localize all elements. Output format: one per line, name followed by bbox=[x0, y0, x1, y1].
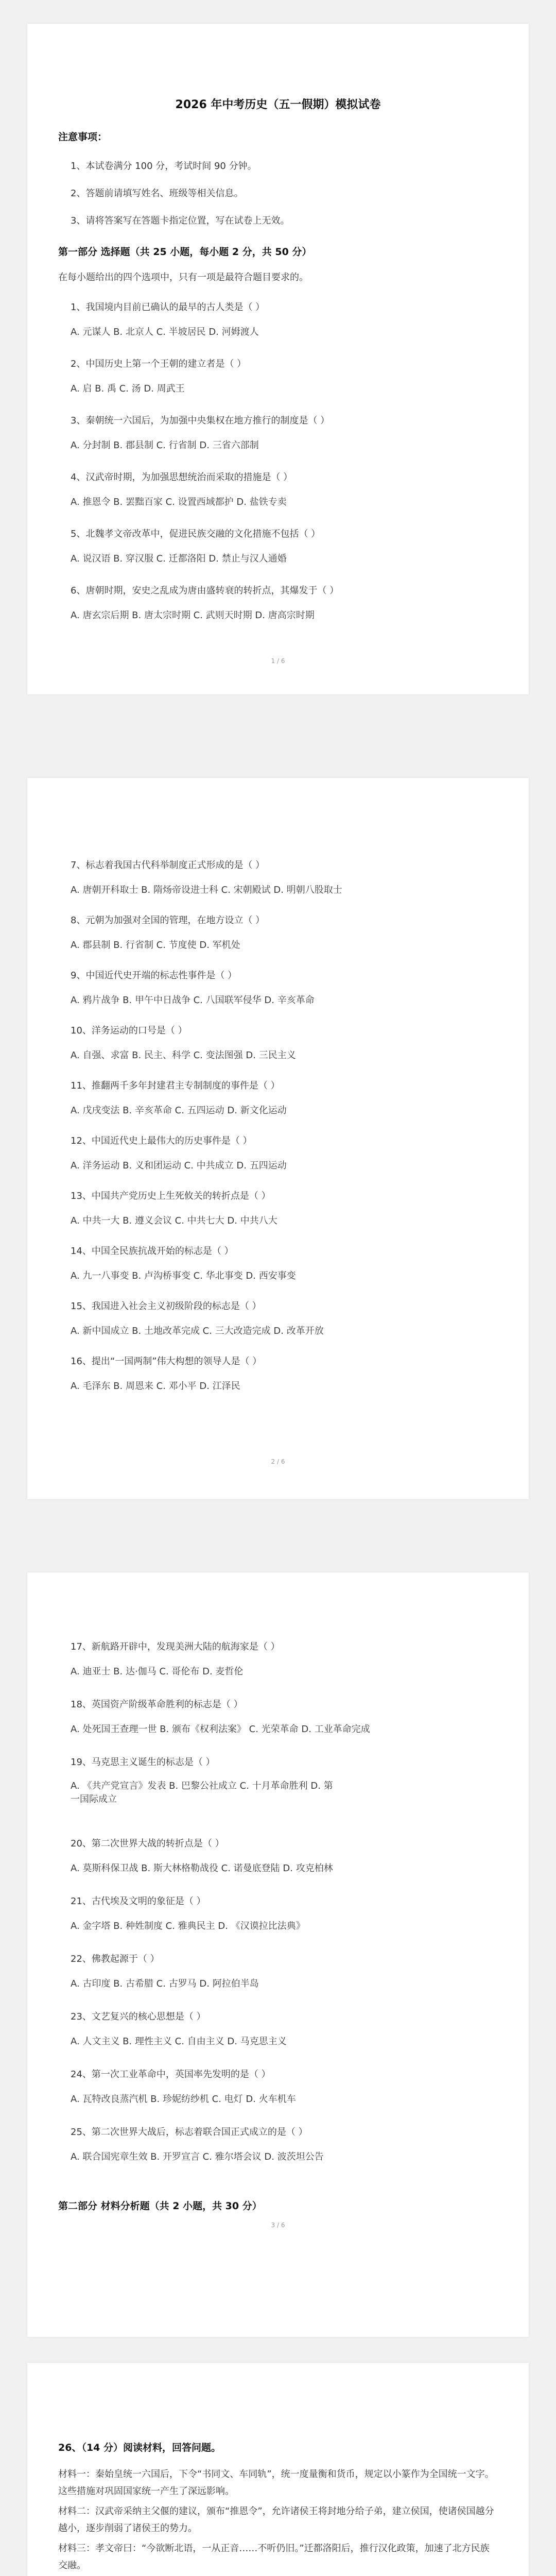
question-options: A. 新中国成立 B. 土地改革完成 C. 三大改造完成 D. 改革开放 bbox=[71, 1326, 324, 1336]
question-text: 20、第二次世界大战的转折点是（ ） bbox=[71, 1838, 224, 1849]
question-options: A. 说汉语 B. 穿汉服 C. 迁都洛阳 D. 禁止与汉人通婚 bbox=[71, 553, 287, 564]
exam-page-2 bbox=[27, 778, 529, 1499]
material-paragraph: 材料一：秦始皇统一六国后，下令“书同文、车同轨”，统一度量衡和货币，规定以小篆作为全国统一文字。这些措施对巩固国家统一产生了深远影响。 bbox=[58, 2469, 494, 2497]
question-text: 21、古代埃及文明的象征是（ ） bbox=[71, 1896, 206, 1907]
question-text: 17、新航路开辟中，发现美洲大陆的航海家是（ ） bbox=[71, 1641, 280, 1652]
question-text: 23、文艺复兴的核心思想是（ ） bbox=[71, 2011, 206, 2022]
note-line: 1、本试卷满分 100 分，考试时间 90 分钟。 bbox=[71, 161, 257, 172]
question-options: A. 郡县制 B. 行省制 C. 节度使 D. 军机处 bbox=[71, 940, 240, 951]
question-text: 15、我国进入社会主义初级阶段的标志是（ ） bbox=[71, 1301, 262, 1312]
page-number: 2 / 6 bbox=[271, 1458, 285, 1465]
question-options: A. 戊戌变法 B. 辛亥革命 C. 五四运动 D. 新文化运动 bbox=[71, 1105, 287, 1116]
question-text: 5、北魏孝文帝改革中，促进民族交融的文化措施不包括（ ） bbox=[71, 529, 321, 539]
question-options: A. 九一八事变 B. 卢沟桥事变 C. 华北事变 D. 西安事变 bbox=[71, 1270, 296, 1281]
page-number: 3 / 6 bbox=[271, 2222, 285, 2229]
question-options: A. 金字塔 B. 种姓制度 C. 雅典民主 D. 《汉谟拉比法典》 bbox=[71, 1921, 305, 1931]
question-options: A. 自强、求富 B. 民主、科学 C. 变法图强 D. 三民主义 bbox=[71, 1050, 296, 1061]
question-text: 1、我国境内目前已确认的最早的古人类是（ ） bbox=[71, 302, 265, 313]
material-paragraph: 材料二：汉武帝采纳主父偃的建议，颁布“推恩令”，允许诸侯王将封地分给子弟，建立侯国，使诸侯国越分越小，逐步削弱了诸侯王的势力。 bbox=[58, 2506, 494, 2534]
exam-page-3 bbox=[27, 1572, 529, 2337]
question-options: A. 古印度 B. 古希腊 C. 古罗马 D. 阿拉伯半岛 bbox=[71, 1978, 259, 1989]
question-options: A. 分封制 B. 郡县制 C. 行省制 D. 三省六部制 bbox=[71, 440, 259, 451]
exam-page-4 bbox=[27, 2363, 529, 2576]
question-text: 24、第一次工业革命中，英国率先发明的是（ ） bbox=[71, 2069, 271, 2080]
question-text: 4、汉武帝时期，为加强思想统治而采取的措施是（ ） bbox=[71, 472, 293, 483]
note-line: 3、请将答案写在答题卡指定位置，写在试卷上无效。 bbox=[71, 215, 290, 226]
question-options: A. 推恩令 B. 罢黜百家 C. 设置西域都护 D. 盐铁专卖 bbox=[71, 497, 287, 507]
question-text: 2、中国历史上第一个王朝的建立者是（ ） bbox=[71, 359, 247, 369]
question-text: 9、中国近代史开端的标志性事件是（ ） bbox=[71, 970, 237, 981]
part2-heading: 第二部分 材料分析题（共 2 小题，共 30 分） bbox=[58, 2200, 262, 2212]
question-26-heading: 26、（14 分）阅读材料，回答问题。 bbox=[58, 2442, 221, 2453]
question-text: 13、中国共产党历史上生死攸关的转折点是（ ） bbox=[71, 1191, 271, 1201]
question-options: A. 中共一大 B. 遵义会议 C. 中共七大 D. 中共八大 bbox=[71, 1215, 277, 1226]
question-text: 25、第二次世界大战后，标志着联合国正式成立的是（ ） bbox=[71, 2127, 308, 2138]
question-text: 3、秦朝统一六国后，为加强中央集权在地方推行的制度是（ ） bbox=[71, 415, 330, 426]
question-options: A. 鸦片战争 B. 甲午中日战争 C. 八国联军侵华 D. 辛亥革命 bbox=[71, 995, 315, 1006]
part1-heading: 第一部分 选择题（共 25 小题，每小题 2 分，共 50 分） bbox=[58, 246, 312, 258]
question-options: A. 瓦特改良蒸汽机 B. 珍妮纺纱机 C. 电灯 D. 火车机车 bbox=[71, 2094, 296, 2105]
question-options: A. 毛泽东 B. 周恩来 C. 邓小平 D. 江泽民 bbox=[71, 1381, 240, 1392]
question-text: 12、中国近代史上最伟大的历史事件是（ ） bbox=[71, 1136, 252, 1146]
note-line: 2、答题前请填写姓名、班级等相关信息。 bbox=[71, 188, 244, 199]
question-options: A. 人文主义 B. 理性主义 C. 自由主义 D. 马克思主义 bbox=[71, 2036, 287, 2047]
question-options: A. 处死国王查理一世 B. 颁布《权利法案》 C. 光荣革命 D. 工业革命完成 bbox=[71, 1724, 370, 1735]
question-text: 18、英国资产阶级革命胜利的标志是（ ） bbox=[71, 1699, 243, 1710]
notes-heading: 注意事项： bbox=[58, 131, 108, 143]
question-options: A. 迪亚士 B. 达·伽马 C. 哥伦布 D. 麦哲伦 bbox=[71, 1666, 244, 1677]
question-text: 14、中国全民族抗战开始的标志是（ ） bbox=[71, 1246, 234, 1257]
question-options: A. 《共产党宣言》发表 B. 巴黎公社成立 C. 十月革命胜利 D. 第一国际成立 bbox=[71, 1781, 333, 1805]
page-number: 1 / 6 bbox=[271, 657, 285, 665]
question-text: 8、元朝为加强对全国的管理，在地方设立（ ） bbox=[71, 915, 265, 926]
material-paragraph: 材料三：孝文帝曰：“今欲断北语，一从正音……不听仍旧。”迁都洛阳后，推行汉化政策，加速了北方民族交融。 bbox=[58, 2543, 490, 2571]
question-options: A. 启 B. 禹 C. 汤 D. 周武王 bbox=[71, 383, 185, 394]
question-text: 6、唐朝时期，安史之乱成为唐由盛转衰的转折点，其爆发于（ ） bbox=[71, 585, 339, 596]
exam-title: 2026 年中考历史（五一假期）模拟试卷 bbox=[175, 98, 381, 111]
question-options: A. 唐玄宗后期 B. 唐太宗时期 C. 武则天时期 D. 唐高宗时期 bbox=[71, 610, 315, 621]
question-options: A. 洋务运动 B. 义和团运动 C. 中共成立 D. 五四运动 bbox=[71, 1160, 287, 1171]
question-text: 16、提出“一国两制”伟大构想的领导人是（ ） bbox=[71, 1356, 262, 1367]
question-text: 7、标志着我国古代科举制度正式形成的是（ ） bbox=[71, 860, 265, 871]
question-text: 19、马克思主义诞生的标志是（ ） bbox=[71, 1757, 215, 1768]
part1-instruction: 在每小题给出的四个选项中，只有一项是最符合题目要求的。 bbox=[58, 272, 308, 283]
question-text: 10、洋务运动的口号是（ ） bbox=[71, 1025, 187, 1036]
question-options: A. 莫斯科保卫战 B. 斯大林格勒战役 C. 诺曼底登陆 D. 攻克柏林 bbox=[71, 1863, 333, 1874]
question-options: A. 元谋人 B. 北京人 C. 半坡居民 D. 河姆渡人 bbox=[71, 327, 259, 337]
question-options: A. 联合国宪章生效 B. 开罗宣言 C. 雅尔塔会议 D. 波茨坦公告 bbox=[71, 2151, 324, 2162]
question-options: A. 唐朝开科取士 B. 隋炀帝设进士科 C. 宋朝殿试 D. 明朝八股取士 bbox=[71, 885, 342, 895]
question-text: 22、佛教起源于（ ） bbox=[71, 1954, 160, 1964]
question-text: 11、推翻两千多年封建君主专制制度的事件是（ ） bbox=[71, 1080, 280, 1091]
exam-page-1 bbox=[27, 24, 529, 694]
